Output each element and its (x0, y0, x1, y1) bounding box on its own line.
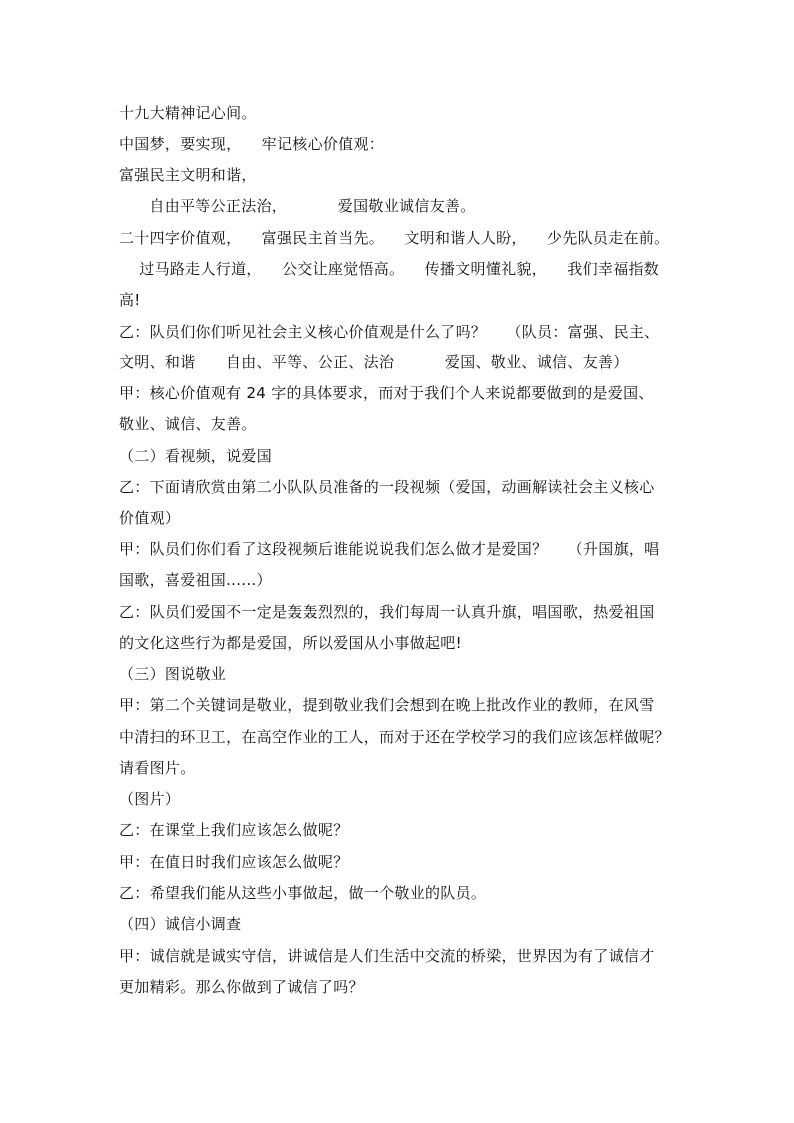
text-line: 价值观） (119, 509, 181, 527)
text-line: 过马路走人行道， 公交让座觉悟高。 传播文明懂礼貌， 我们幸福指数 (119, 260, 660, 278)
text-line: 甲：在值日时我们应该怎么做呢？ (119, 853, 349, 871)
text-line: 十九大精神记心间。 (119, 104, 257, 122)
text-line: 甲：队员们你们看了这段视频后谁能说说我们怎么做才是爱国？ （升国旗，唱 (119, 540, 660, 558)
text-line: 乙：队员们爱国不一定是轰轰烈烈的，我们每周一认真升旗，唱国歌，热爱祖国 (119, 603, 655, 621)
text-line: 乙：在课堂上我们应该怎么做呢？ (119, 821, 349, 839)
text-line: 敬业、诚信、友善。 (119, 415, 257, 433)
text-line: 二十四字价值观， 富强民主首当先。 文明和谐人人盼， 少先队员走在前。 (119, 229, 670, 247)
text-line: 甲：诚信就是诚实守信，讲诚信是人们生活中交流的桥梁，世界因为有了诚信才 (119, 947, 655, 965)
text-line: 乙：队员们你们听见社会主义核心价值观是什么了吗？ （队员：富强、民主、 (119, 323, 660, 341)
text-line: 甲：第二个关键词是敬业，提到敬业我们会想到在晚上批改作业的教师，在风雪 (119, 696, 655, 714)
section-heading: （三）图说敬业 (119, 665, 227, 683)
text-line: 乙：下面请欣赏由第二小队队员准备的一段视频（爱国，动画解读社会主义核心 (119, 478, 655, 496)
text-line: 的文化这些行为都是爱国，所以爱国从小事做起吧! (119, 634, 462, 652)
section-heading: （二）看视频，说爱国 (119, 447, 273, 465)
text-line: 富强民主文明和谐， (119, 166, 257, 184)
text-line: 高! (119, 291, 141, 309)
text-line: 请看图片。 (119, 759, 196, 777)
text-line: 乙：希望我们能从这些小事做起，做一个敬业的队员。 (119, 884, 487, 902)
text-line: （图片） (119, 790, 181, 808)
text-line: 国歌，喜爱祖国......） (119, 571, 272, 589)
text-line: 甲：核心价值观有 24 字的具体要求，而对于我们个人来说都要做到的是爱国、 (119, 384, 654, 402)
section-heading: （四）诚信小调查 (119, 915, 242, 933)
text-line: 中清扫的环卫工，在高空作业的工人，而对于还在学校学习的我们应该怎样做呢？ (119, 728, 670, 746)
text-line: 更加精彩。那么你做到了诚信了吗？ (119, 978, 364, 996)
text-line: 自由平等公正法治， 爱国敬业诚信友善。 (119, 197, 476, 215)
text-line: 中国梦，要实现， 牢记核心价值观： (119, 135, 385, 153)
text-line: 文明、和谐 自由、平等、公正、法治 爱国、敬业、诚信、友善） (119, 353, 629, 371)
